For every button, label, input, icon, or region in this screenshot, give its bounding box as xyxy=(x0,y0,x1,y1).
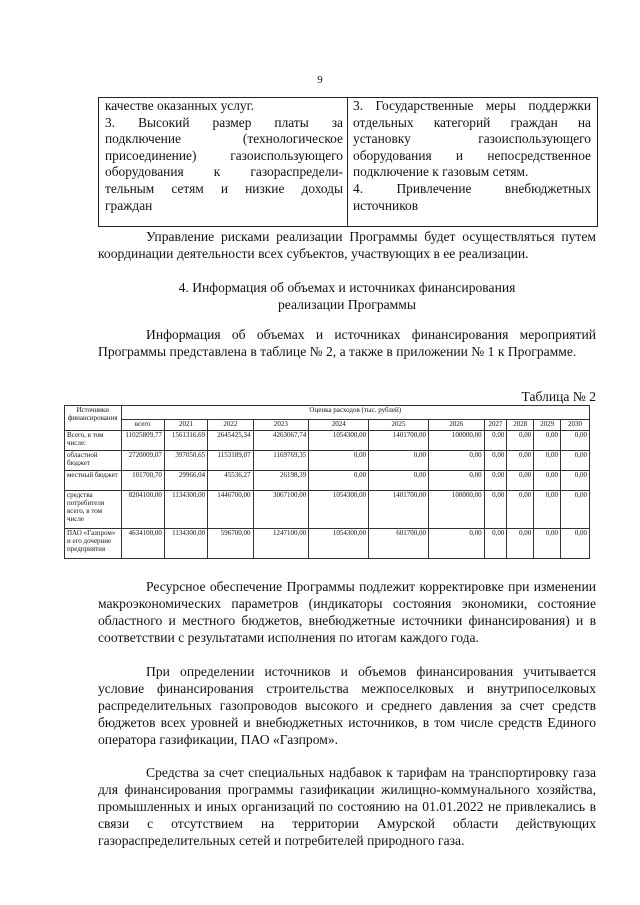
resources-text: Ресурсное обеспечение Программы подлежит корректировке при изменении макроэкономических параметров (индикаторы состояния экономики, состояние областного и местного бюджетов, внебюджетные источники финансирования) и в соответствии с результатами исполнения по итогам каждого года. xyxy=(98,579,596,645)
finance-cell: 0,00 xyxy=(507,529,534,559)
risk-left-line: 3. Высокий размер платы за xyxy=(105,114,343,130)
risk-table-divider xyxy=(347,98,348,226)
finance-cell: 4634100,00 xyxy=(121,529,164,559)
risk-right-line: источников xyxy=(353,197,419,213)
finance-column-header: 2026 xyxy=(428,420,484,431)
sources-text: При определении источников и объемов финансирования учитывается условие финансирования строительства межпоселковых и внутрипоселковых распределительных газопроводов высокого и среднего давления за счет средств бюджетов всех уровней и внебюджетных источников, в том числе средств Единого оператора газификации, ПАО «Газпром». xyxy=(98,664,596,747)
finance-cell: 397050,65 xyxy=(164,451,207,471)
finance-cell: 1561316,69 xyxy=(164,431,207,451)
table-row xyxy=(65,491,590,529)
finance-cell: 8204100,00 xyxy=(121,491,164,529)
finance-cell: 3067100,00 xyxy=(253,491,309,529)
finance-estimate-header: Оценка расходов (тыс. рублей) xyxy=(121,406,590,420)
finance-cell: 0,00 xyxy=(561,451,590,471)
finance-cell: 0,00 xyxy=(507,491,534,529)
risk-right-line: оборудования и непосредственное xyxy=(353,147,591,163)
finance-cell: 29966,04 xyxy=(164,471,207,491)
finance-row-label: средства потребителя всего, в том числе xyxy=(65,491,122,529)
risk-left-line: тельным сетям и низкие доходы xyxy=(105,180,343,196)
table-row xyxy=(65,529,590,559)
finance-cell: 45536,27 xyxy=(208,471,253,491)
finance-cell: 0,00 xyxy=(561,529,590,559)
finance-cell: 11025809,77 xyxy=(121,431,164,451)
finance-cell: 1134300,00 xyxy=(164,491,207,529)
finance-cell: 1153189,07 xyxy=(208,451,253,471)
finance-cell: 1054300,00 xyxy=(309,529,369,559)
risk-left-line: присоединение) газоиспользующего xyxy=(105,147,343,163)
table-row xyxy=(65,471,590,491)
markups-text: Средства за счет специальных надбавок к тарифам на транспортировку газа для финансирования программы газификации жилищно-коммунального хозяйства, промышленных и иных организаций по состоянию на 01.01.2022 не привлекались в связи с отсутствием на территории Амурской области действующих газораспределительных сетей и потребителей природного газа. xyxy=(98,765,596,848)
finance-cell: 0,00 xyxy=(507,471,534,491)
risk-management-paragraph xyxy=(98,228,596,262)
finance-cell: 2645425,34 xyxy=(208,431,253,451)
section-heading-line: 4. Информация об объемах и источниках финансирования xyxy=(178,280,516,295)
finance-cell: 0,00 xyxy=(561,431,590,451)
finance-source-header: Источники финансирования xyxy=(65,406,122,431)
table-label: Таблица № 2 xyxy=(521,389,596,404)
finance-cell: 1134300,00 xyxy=(164,529,207,559)
finance-cell: 1446700,00 xyxy=(208,491,253,529)
risk-right-line: 4. Привлечение внебюджетных xyxy=(353,180,591,196)
finance-column-header: 2023 xyxy=(253,420,309,431)
page-number: 9 xyxy=(317,74,323,86)
finance-cell: 0,00 xyxy=(561,491,590,529)
finance-cell: 0,00 xyxy=(507,451,534,471)
risk-left-line: качестве оказанных услуг. xyxy=(105,98,254,113)
finance-cell: 0,00 xyxy=(484,451,507,471)
finance-cell: 0,00 xyxy=(484,491,507,529)
finance-cell: 1054300,00 xyxy=(309,431,369,451)
finance-table xyxy=(64,405,590,559)
risk-table-right-column xyxy=(353,98,591,214)
intro-text: Информация об объемах и источниках финансирования мероприятий Программы представлена в таблице № 2, а также в приложении № 1 к Программе. xyxy=(98,327,596,359)
finance-row-label: ПАО «Газпром» и его дочерние предприятия xyxy=(65,529,122,559)
finance-cell: 100000,00 xyxy=(428,431,484,451)
risk-right-line: отдельных категорий граждан на xyxy=(353,114,591,130)
finance-column-header: 2027 xyxy=(484,420,507,431)
finance-cell: 1401700,00 xyxy=(369,431,429,451)
risk-left-line: оборудования к газораспредели- xyxy=(105,164,343,180)
finance-cell: 0,00 xyxy=(534,431,561,451)
risk-table-left-column xyxy=(105,98,343,214)
resources-paragraph xyxy=(98,578,596,646)
table-row xyxy=(65,431,590,451)
finance-cell: 2720009,07 xyxy=(121,451,164,471)
finance-column-header: 2022 xyxy=(208,420,253,431)
finance-cell: 0,00 xyxy=(369,451,429,471)
finance-row-label: местный бюджет xyxy=(65,471,122,491)
markups-paragraph xyxy=(98,764,596,849)
section-heading xyxy=(98,279,596,313)
finance-cell: 0,00 xyxy=(428,529,484,559)
finance-cell: 101700,70 xyxy=(121,471,164,491)
finance-cell: 0,00 xyxy=(534,491,561,529)
finance-cell: 100000,00 xyxy=(428,491,484,529)
finance-column-header: 2025 xyxy=(369,420,429,431)
finance-cell: 0,00 xyxy=(428,471,484,491)
finance-cell: 0,00 xyxy=(309,471,369,491)
table-row xyxy=(65,451,590,471)
risk-right-line: подключение к газовым сетям. xyxy=(353,164,529,180)
risk-management-text: Управление рисками реализации Программы будет осуществляться путем координации деятельности всех субъектов, участвующих в ее реализации. xyxy=(98,229,596,261)
risk-left-line: подключение (технологическое xyxy=(105,131,343,147)
finance-column-header: 2030 xyxy=(561,420,590,431)
finance-cell: 0,00 xyxy=(309,451,369,471)
finance-column-header: всего xyxy=(121,420,164,431)
section-heading-line: реализации Программы xyxy=(278,297,416,312)
finance-cell: 0,00 xyxy=(369,471,429,491)
finance-cell: 1247100,00 xyxy=(253,529,309,559)
finance-cell: 0,00 xyxy=(534,529,561,559)
finance-cell: 0,00 xyxy=(534,471,561,491)
finance-cell: 1169769,35 xyxy=(253,451,309,471)
finance-cell: 0,00 xyxy=(428,451,484,471)
finance-cell: 0,00 xyxy=(534,451,561,471)
finance-column-header: 2028 xyxy=(507,420,534,431)
sources-paragraph xyxy=(98,663,596,748)
finance-row-label: областной бюджет xyxy=(65,451,122,471)
finance-column-header: 2029 xyxy=(534,420,561,431)
finance-column-header: 2021 xyxy=(164,420,207,431)
finance-cell: 1401700,00 xyxy=(369,491,429,529)
finance-cell: 601700,00 xyxy=(369,529,429,559)
intro-paragraph xyxy=(98,326,596,360)
finance-cell: 596700,00 xyxy=(208,529,253,559)
finance-cell: 4263067,74 xyxy=(253,431,309,451)
finance-cell: 26198,39 xyxy=(253,471,309,491)
risk-right-line: установку газоиспользующего xyxy=(353,131,591,147)
finance-cell: 0,00 xyxy=(561,471,590,491)
risk-left-line: граждан xyxy=(105,197,153,213)
risk-table xyxy=(98,97,598,227)
finance-cell: 0,00 xyxy=(484,431,507,451)
finance-cell: 0,00 xyxy=(484,529,507,559)
finance-cell: 0,00 xyxy=(507,431,534,451)
finance-row-label: Всего, в том числе: xyxy=(65,431,122,451)
finance-column-header: 2024 xyxy=(309,420,369,431)
finance-cell: 1054300,00 xyxy=(309,491,369,529)
risk-right-line: 3. Государственные меры поддержки xyxy=(353,98,591,113)
finance-cell: 0,00 xyxy=(484,471,507,491)
